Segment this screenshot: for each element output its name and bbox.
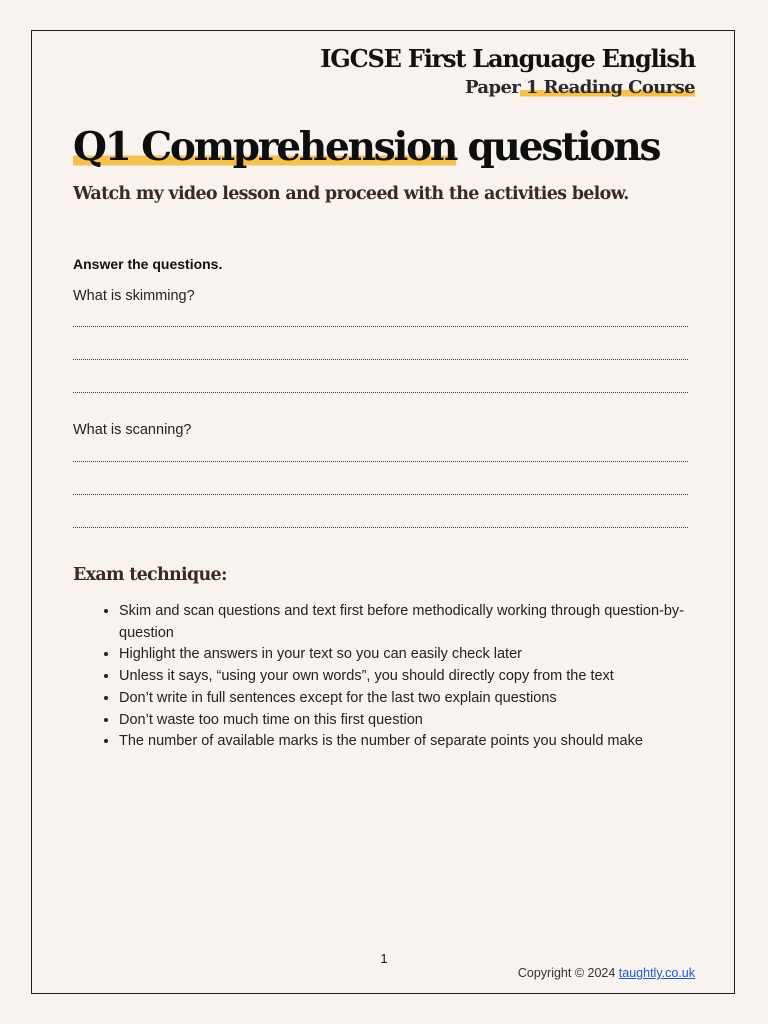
activity-instruction: Answer the questions. [73,256,223,272]
answer-line[interactable] [73,326,688,327]
list-item: • Unless it says, “using your own words”, you should directly copy from the text [119,666,729,688]
course-title: IGCSE First Language English [320,44,695,73]
question-scanning: What is scanning? [73,422,192,438]
list-item: • The number of available marks is the number of separate points you should make [119,731,729,753]
course-header [320,44,695,98]
intro-text: Watch my video lesson and proceed with the activities below. [73,184,629,204]
copyright-text: Copyright © 2024 [517,966,619,980]
page-title-highlight: Q1 Comprehension [73,124,457,170]
course-subtitle [465,77,695,98]
page-number: 1 [380,951,388,966]
list-item: • Highlight the answers in your text so you can easily check later [119,644,729,666]
exam-technique-list [73,601,729,753]
list-item: • Don’t write in full sentences except for the last two explain questions [119,688,729,710]
list-item: • Skim and scan questions and text first before methodically working through question-by-question [119,601,729,644]
answer-line[interactable] [73,392,688,393]
course-subtitle-prefix: Paper [464,77,521,98]
website-link[interactable]: taughtly.co.uk [618,966,695,980]
list-item: • Don’t waste too much time on this first question [119,710,729,732]
exam-technique-heading: Exam technique: [73,565,227,585]
answer-line[interactable] [73,494,688,495]
page-title-rest: questions [456,124,660,170]
answer-line[interactable] [73,527,688,528]
page-border [31,30,735,994]
copyright-notice [518,966,695,980]
question-skimming: What is skimming? [73,288,195,304]
page-title [73,124,659,170]
course-subtitle-highlight: 1 Reading Course [520,77,695,98]
answer-line[interactable] [73,359,688,360]
answer-line[interactable] [73,461,688,462]
